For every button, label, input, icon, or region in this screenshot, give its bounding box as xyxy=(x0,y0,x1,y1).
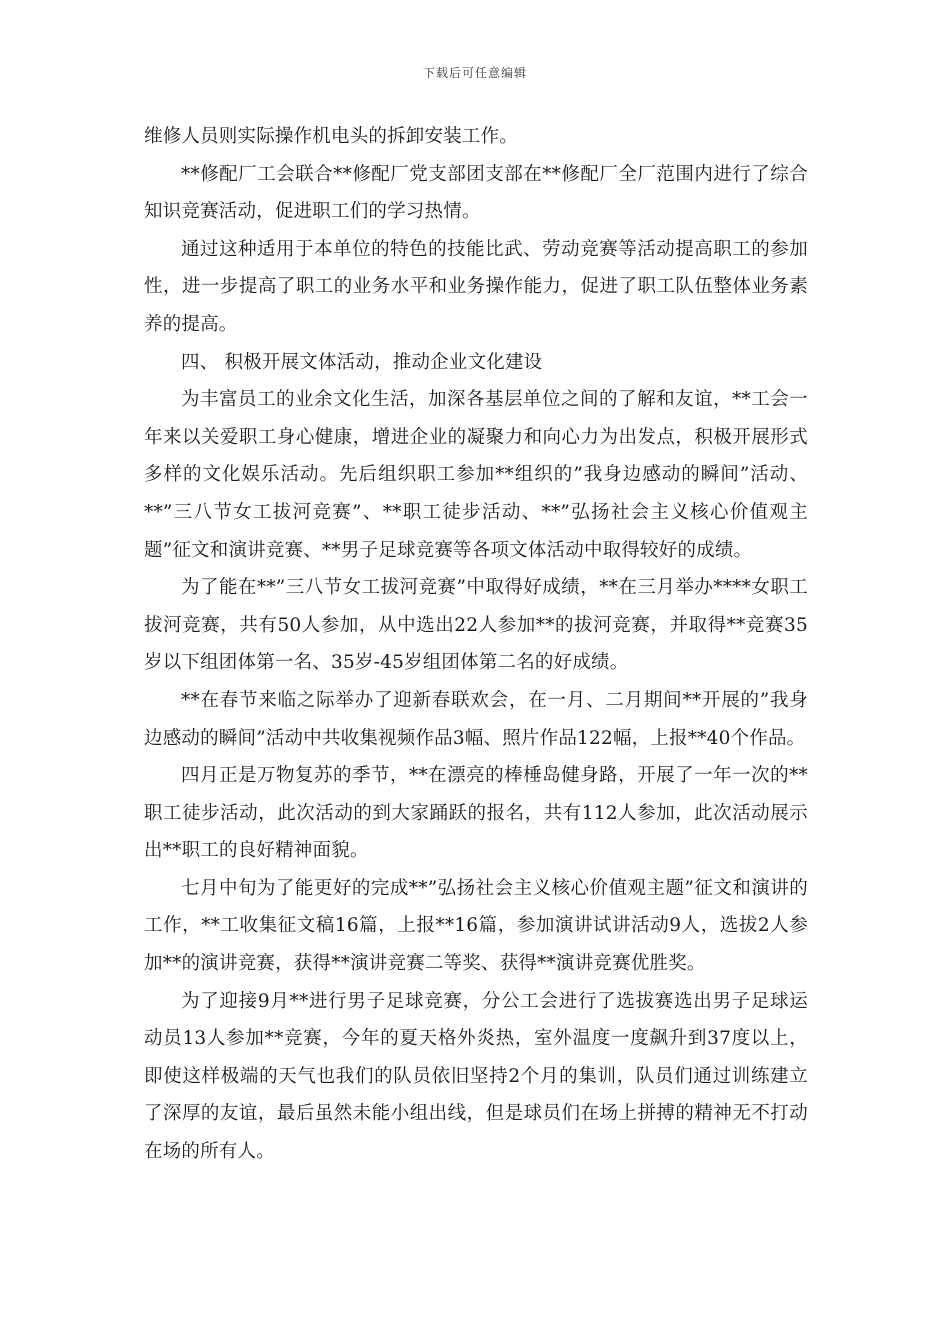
paragraph: 为了迎接9月**进行男子足球竞赛，分公工会进行了选拔赛选出男子足球运动员13人参加**竞赛，今年的夏天格外炎热，室外温度一度飙升到37度以上，即使这样极端的天气也我们的队员依旧坚持2个月的集训，队员们通过训练建立了深厚的友谊，最后虽然未能小组出线，但是球员们在场上拼搏的精神无不打动在场的所有人。 xyxy=(144,990,808,1163)
paragraph: **在春节来临之际举办了迎新春联欢会，在一月、二月期间**开展的”我身边感动的瞬间”活动中共收集视频作品3幅、照片作品122幅，上报**40个作品。 xyxy=(144,689,808,749)
paragraph: 为丰富员工的业余文化生活，加深各基层单位之间的了解和友谊，**工会一年来以关爱职工身心健康，增进企业的凝聚力和向心力为出发点，积极开展形式多样的文化娱乐活动。先后组织职工参加**组织的”我身边感动的瞬间”活动、**”三八节女工拔河竞赛”、**职工徒步活动、**”弘扬社会主义核心价值观主题”征文和演讲竞赛、**男子足球竞赛等各项文体活动中取得较好的成绩。 xyxy=(144,389,808,561)
paragraph: 四月正是万物复苏的季节，**在漂亮的棒棰岛健身路，开展了一年一次的**职工徒步活动，此次活动的到大家踊跃的报名，共有112人参加，此次活动展示出**职工的良好精神面貌。 xyxy=(144,765,808,862)
page-header: 下载后可任意编辑 xyxy=(422,66,527,80)
paragraph: 七月中旬为了能更好的完成**”弘扬社会主义核心价值观主题”征文和演讲的工作，**工收集征文稿16篇，上报**16篇，参加演讲试讲活动9人，选拔2人参加**的演讲竞赛，获得**演讲竞赛二等奖、获得**演讲竞赛优胜奖。 xyxy=(144,877,808,975)
document-body xyxy=(144,118,808,1171)
section-heading: 四、 积极开展文体活动，推动企业文化建设 xyxy=(181,351,543,373)
paragraph: 通过这种适用于本单位的特色的技能比武、劳动竞赛等活动提高职工的参加性，进一步提高了职工的业务水平和业务操作能力，促进了职工队伍整体业务素养的提高。 xyxy=(144,238,808,335)
paragraph: **修配厂工会联合**修配厂党支部团支部在**修配厂全厂范围内进行了综合知识竞赛活动，促进职工们的学习热情。 xyxy=(144,163,808,223)
paragraph: 为了能在**”三八节女工拔河竞赛”中取得好成绩，**在三月举办****女职工拔河竞赛，共有50人参加，从中选出22人参加**的拔河竞赛，并取得**竞赛35岁以下组团体第一名、35岁-45岁组团体第二名的好成绩。 xyxy=(144,577,808,674)
paragraph-continuation: 维修人员则实际操作机电头的拆卸安装工作。 xyxy=(144,126,519,147)
